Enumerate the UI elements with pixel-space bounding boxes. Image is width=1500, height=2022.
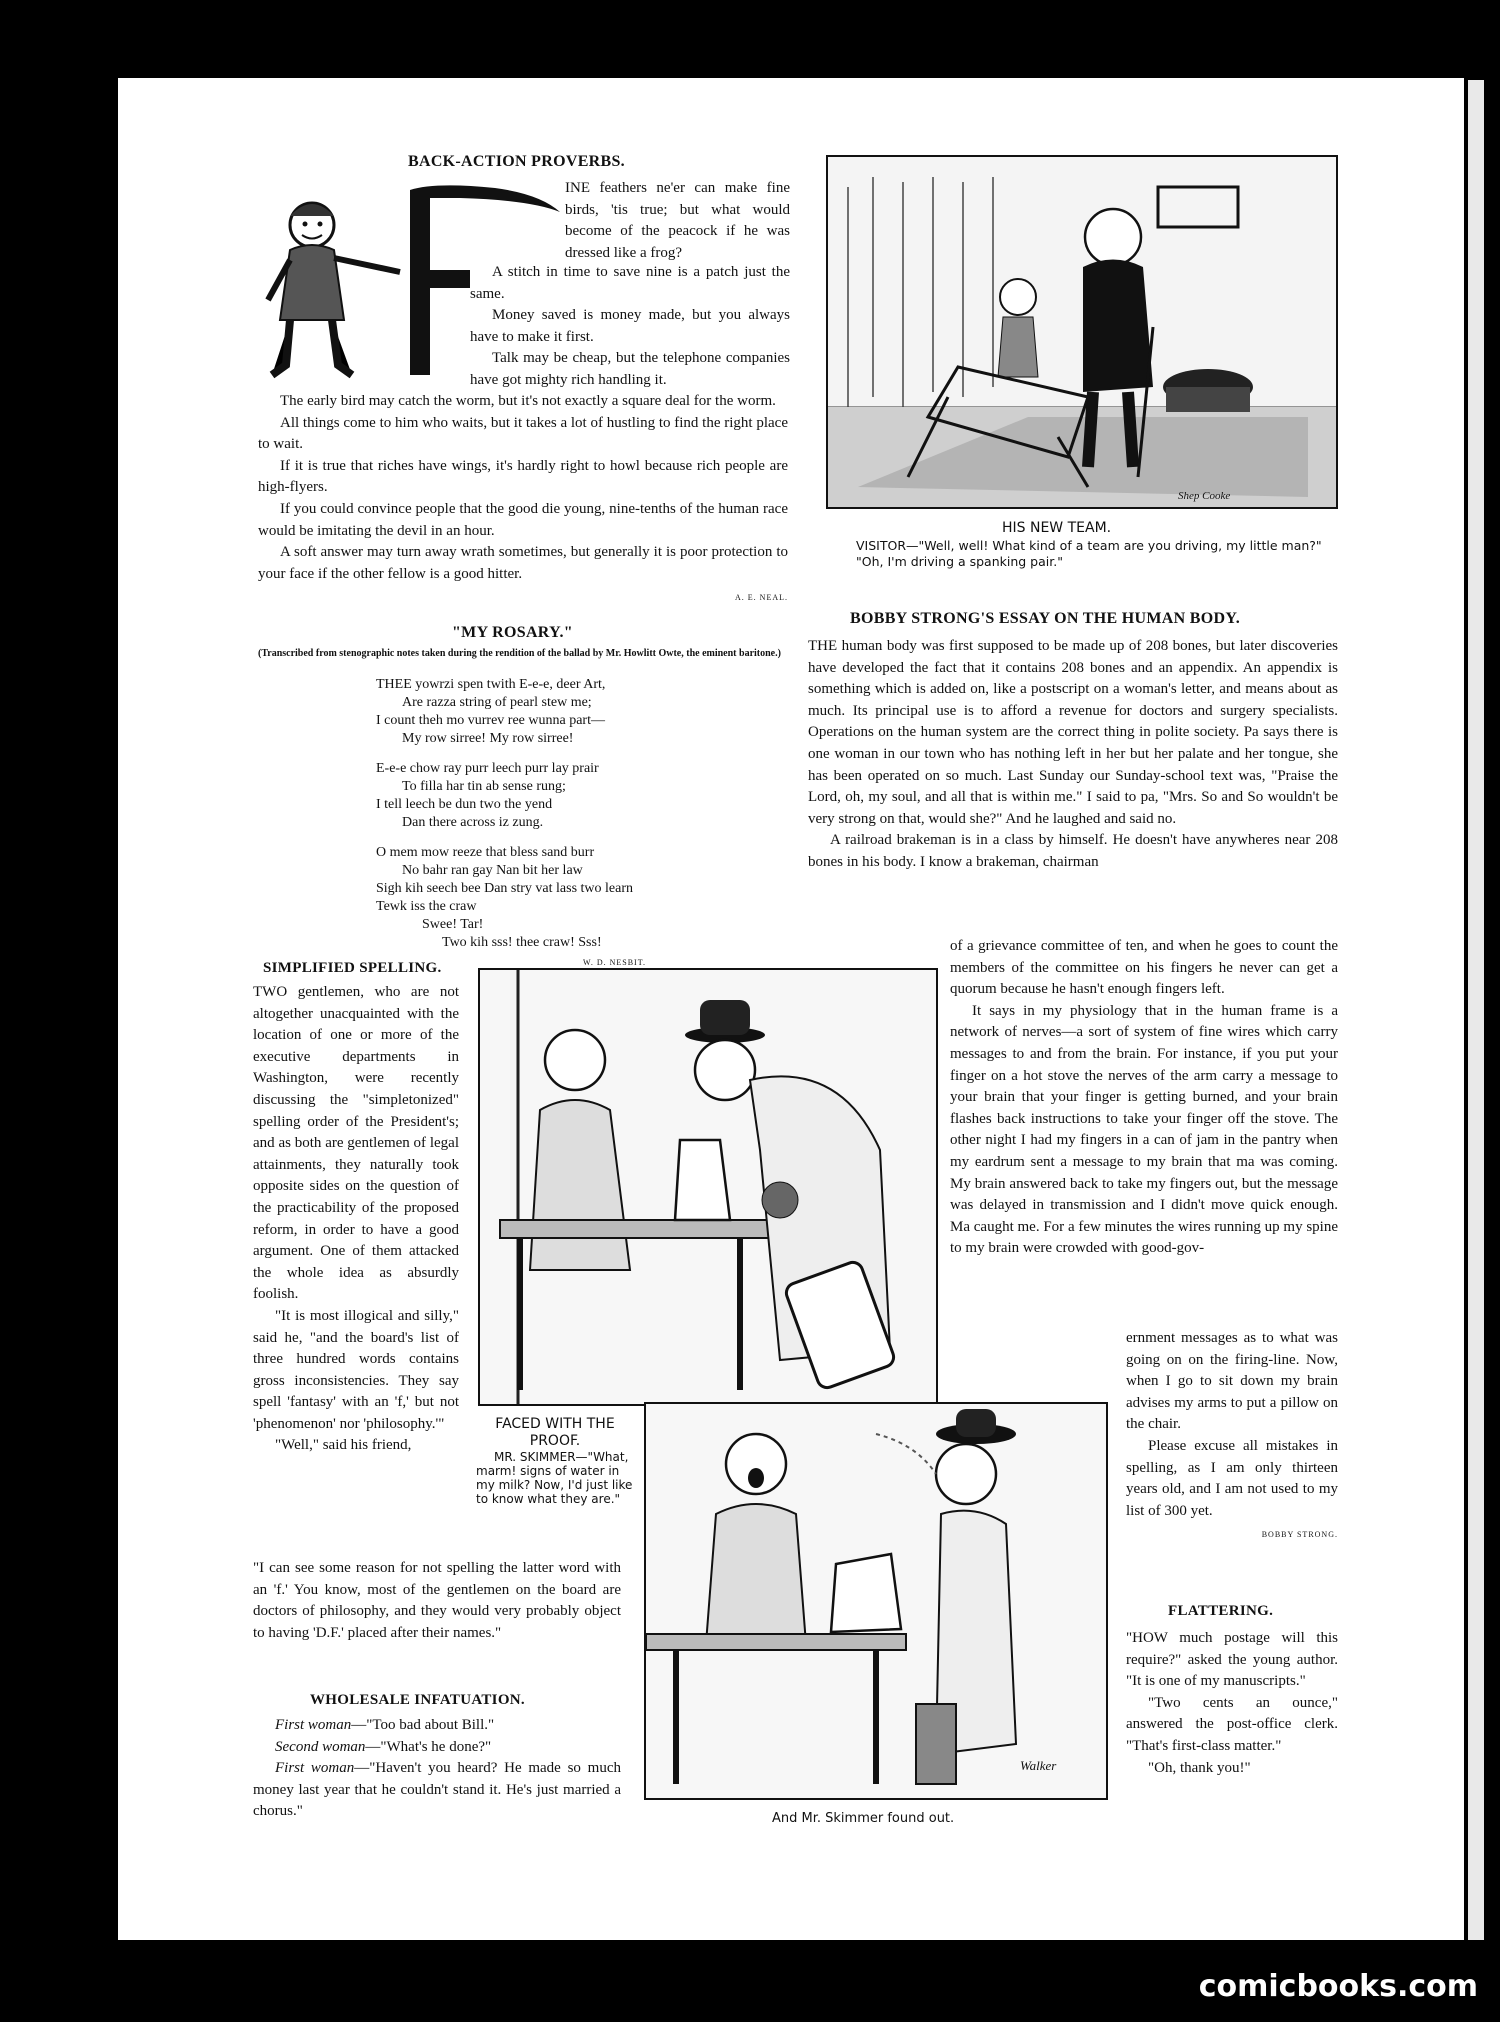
spelling-p3a: "Well," said his friend, — [275, 1437, 412, 1454]
poem-line: My row sirree! My row sirree! — [402, 731, 574, 746]
essay-p1: THE human body was first supposed to be made up of 208 bones, but later discoveries have developed the fact that it contains 208 bones and an appendix. An appendix is something which is added on, like a postscript on a woman's letter, and means about as much. Its principal use is to afford a revenue for doctors and surgery specialists. Operations on the human system are the correct thing in polite society. Pa says there is one woman in our town who has nothing left in her but her palate and her tongue, she has been operated on so much. Last Sunday our Sunday-school text was, "Praise the Lord, oh, my soul, and all that is within me." I said to pa, "Mrs. So and So wouldn't be very strong on that, would she?" And he laughed and said no. — [808, 638, 1338, 827]
proverbs-text-middle — [470, 262, 790, 392]
skimmer-illustration-bottom — [644, 1402, 1108, 1800]
essay-p3: It says in my physiology that in the human frame is a network of nerves—a sort of system of fine wires which carry messages to and from the brain. For instance, if you put your finger on a hot stove the nerves of the arm carry a message to your brain that your finger is getting burned, and your brain flashes back instructions to take your finger off the stove. The other night I had my fingers in a can of jam in the pantry when my eardrum sent a message to my brain that ma was coming. My brain answered back to take my fingers out, but the message was delayed in transmission and I didn't move quick enough. Ma caught me. For a few minutes the wires running up my spine to my brain were crowded with good-gov- — [950, 1002, 1338, 1257]
new-team-title: HIS NEW TEAM. — [1002, 520, 1112, 536]
proof-text: MR. SKIMMER—"What, marm! signs of water in my milk? Now, I'd just like to know what they are." — [476, 1450, 633, 1506]
poem-line: Sigh kih seech bee Dan stry vat lass two learn — [376, 881, 633, 896]
new-team-dialogue — [826, 538, 1334, 570]
proverbs-signature: A. E. NEAL. — [735, 593, 788, 603]
essay-p2a: A railroad brakeman is in a class by himself. He doesn't have anywheres near 208 bones in his body. I know a brakeman, chairman — [808, 832, 1338, 870]
infatuation-line-3 — [253, 1758, 621, 1823]
poem-line: To filla har tin ab sense rung; — [402, 779, 566, 794]
proverbs-text-full — [258, 391, 788, 609]
proof-artist-signature: Walker — [1020, 1758, 1057, 1773]
proof-box — [476, 1416, 634, 1506]
proverbs-p7: If it is true that riches have wings, it's hardly right to howl because rich people are high-flyers. — [258, 457, 788, 496]
spelling-body — [253, 982, 459, 1457]
new-team-line-2: "Oh, I'm driving a spanking pair." — [856, 554, 1063, 569]
infatuation-line-2 — [253, 1737, 621, 1759]
infatuation-speaker-3: First woman — [275, 1760, 355, 1777]
new-team-illustration — [826, 155, 1338, 509]
poem-line: I count theh mo vurrev ree wunna part— — [376, 713, 605, 728]
proverbs-p5: The early bird may catch the worm, but it's not exactly a square deal for the worm. — [280, 393, 776, 409]
essay-body-middle — [950, 936, 1338, 1260]
poem-line: THEE yowrzi spen twith E-e-e, deer Art, — [376, 677, 606, 692]
flattering-p3: "Oh, thank you!" — [1148, 1759, 1251, 1776]
infatuation-title: WHOLESALE INFATUATION. — [310, 1692, 525, 1708]
infatuation-speaker-2: Second woman — [275, 1738, 366, 1755]
poem-line: Dan there across iz zung. — [402, 815, 544, 830]
flattering-p2: "Two cents an ounce," answered the post-office clerk. "That's first-class matter." — [1126, 1694, 1338, 1754]
infatuation-speaker-1: First woman — [275, 1717, 352, 1733]
proverbs-p6: All things come to him who waits, but it takes a lot of hustling to find the right place to wait. — [258, 414, 788, 453]
skimmer-illustration-top — [478, 968, 938, 1406]
poem-line: Are razza string of pearl stew me; — [402, 695, 592, 710]
rosary-stanza-3 — [376, 844, 776, 952]
proverbs-p4: Talk may be cheap, but the telephone companies have got mighty rich handling it. — [470, 350, 790, 388]
new-team-line-1: VISITOR—"Well, well! What kind of a team are you driving, my little man?" — [856, 538, 1322, 553]
proverbs-p3: Money saved is money made, but you always have to make it first. — [470, 307, 790, 345]
essay-p2b: of a grievance committee of ten, and when he goes to count the members of the committee on his fingers he never can get a quorum because he hasn't enough fingers left. — [950, 938, 1338, 998]
next-page-edge — [1468, 80, 1484, 1940]
proverbs-p2: A stitch in time to save nine is a patch just the same. — [470, 264, 790, 302]
poem-line: O mem mow reeze that bless sand burr — [376, 845, 595, 860]
rosary-note: (Transcribed from stenographic notes taken during the rendition of the ballad by Mr. Howlitt Owte, the eminent baritone.) — [258, 648, 781, 659]
infatuation-line-1 — [253, 1715, 621, 1737]
proof-caption: And Mr. Skimmer found out. — [772, 1811, 955, 1826]
rosary-poem — [376, 676, 776, 972]
essay-title: BOBBY STRONG'S ESSAY ON THE HUMAN BODY. — [850, 610, 1241, 627]
infatuation-text-1: —"Too bad about Bill." — [351, 1717, 495, 1733]
essay-signature: BOBBY STRONG. — [1261, 1530, 1338, 1540]
flattering-p1: "HOW much postage will this require?" asked the young author. "It is one of my manuscripts." — [1126, 1630, 1338, 1690]
poem-line: No bahr ran gay Nan bit her law — [402, 863, 583, 878]
spelling-p2: "It is most illogical and silly," said he, "and the board's list of three hundred words contains gross inconsistencies. They say spell 'fantasy' with an 'f,' but not 'phenomenon' nor 'philosophy.'" — [253, 1307, 459, 1432]
rosary-stanza-2 — [376, 760, 776, 832]
proverbs-title: BACK-ACTION PROVERBS. — [408, 153, 625, 170]
new-team-artist-signature: Shep Cooke — [1178, 490, 1231, 502]
essay-p4: Please excuse all mistakes in spelling, as I am only thirteen years old, and I am not used to my list of 300 yet. — [1126, 1437, 1338, 1519]
proverbs-p1: INE feathers ne'er can make fine birds, 'tis true; but what would become of the peacock if he was dressed like a frog? — [565, 180, 790, 261]
spelling-body-wide — [253, 1558, 621, 1644]
proof-title: FACED WITH THE PROOF. — [495, 1416, 615, 1449]
poem-line: I tell leech be dun two the yend — [376, 797, 553, 812]
flattering-body — [1126, 1628, 1338, 1779]
rosary-signature: W. D. NESBIT. — [583, 958, 646, 967]
proverbs-text-wrap — [470, 178, 790, 264]
essay-p3b: ernment messages as to what was going on on the firing-line. Now, when I go to sit down my brain advises my arms to put a pillow on the chair. — [1126, 1330, 1338, 1433]
spelling-title: SIMPLIFIED SPELLING. — [263, 960, 442, 976]
proverbs-p8: If you could convince people that the good die young, nine-tenths of the human race would be imitating the devil in an hour. — [258, 500, 788, 539]
poem-line: Tewk iss the craw — [376, 899, 477, 914]
watermark: comicbooks.com — [1198, 1969, 1478, 2004]
poem-line: Swee! Tar! — [422, 917, 484, 932]
infatuation-text-2: —"What's he done?" — [365, 1738, 492, 1755]
rosary-title: "MY ROSARY." — [452, 624, 573, 641]
infatuation-text-3: —"Haven't you heard? He made so much money last year that he couldn't stand it. He's just married a chorus." — [253, 1760, 621, 1820]
spelling-p1: TWO gentlemen, who are not altogether unacquainted with the location of one or more of the executive departments in Washington, were recently discussing the "simpletonized" spelling order of the President's; and as both are gentlemen of legal attainments, they naturally took opposite sides on the question of the practicability of the proposed reform, in order to have a good argument. One of them attacked the whole idea as absurdly foolish. — [253, 984, 459, 1303]
infatuation-body — [253, 1715, 621, 1823]
spelling-p3b: "I can see some reason for not spelling the latter word with an 'f.' You know, most of the gentlemen on the board are doctors of philosophy, and they would very probably object to having 'D.F.' placed after their names." — [253, 1560, 621, 1641]
poem-line: E-e-e chow ray purr leech purr lay prair — [376, 761, 599, 776]
proverbs-p9: A soft answer may turn away wrath sometimes, but generally it is poor protection to your face if the other fellow is a good hitter. — [258, 544, 788, 582]
poem-line: Two kih sss! thee craw! Sss! — [442, 935, 602, 950]
essay-body-top — [808, 636, 1338, 874]
flattering-title: FLATTERING. — [1168, 1603, 1274, 1619]
essay-body-bottom — [1126, 1328, 1338, 1546]
rosary-stanza-1 — [376, 676, 776, 748]
